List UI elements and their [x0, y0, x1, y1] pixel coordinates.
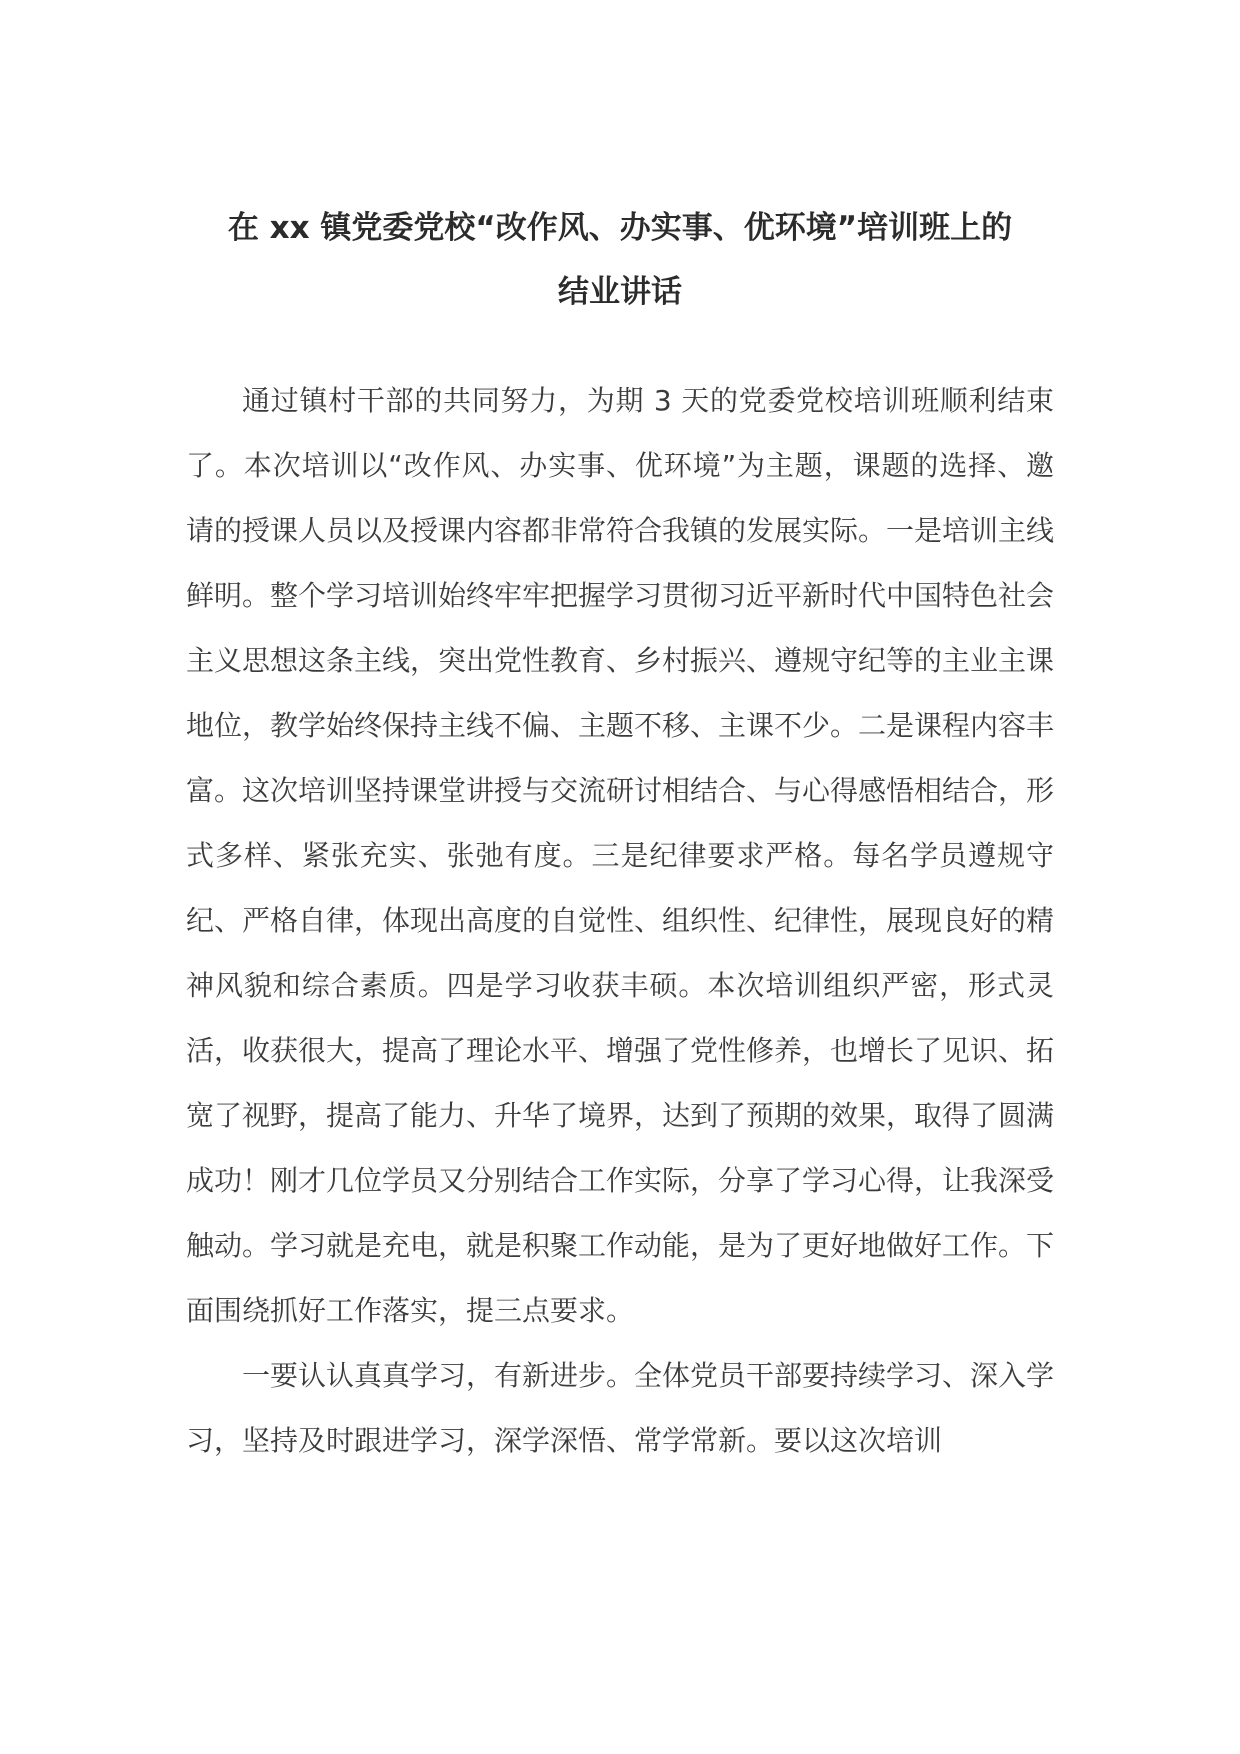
body-paragraph-1: 通过镇村干部的共同努力，为期 3 天的党委党校培训班顺利结束了。本次培训以“改作风、办实事、优环境”为主题，课题的选择、邀请的授课人员以及授课内容都非常符合我镇的发展实际。一是培训主线鲜明。整个学习培训始终牢牢把握学习贯彻习近平新时代中国特色社会主义思想这条主线，突出党性教育、乡村振兴、遵规守纪等的主业主课地位，教学始终保持主线不偏、主题不移、主课不少。二是课程内容丰富。这次培训坚持课堂讲授与交流研讨相结合、与心得感悟相结合，形式多样、紧张充实、张弛有度。三是纪律要求严格。每名学员遵规守纪、严格自律，体现出高度的自觉性、组织性、纪律性，展现良好的精神风貌和综合素质。四是学习收获丰硕。本次培训组织严密，形式灵活，收获很大，提高了理论水平、增强了党性修养，也增长了见识、拓宽了视野，提高了能力、升华了境界，达到了预期的效果，取得了圆满成功！刚才几位学员又分别结合工作实际，分享了学习心得，让我深受触动。学习就是充电，就是积聚工作动能，是为了更好地做好工作。下面围绕抓好工作落实，提三点要求。	[186, 384, 1055, 1327]
document-title	[160, 196, 1080, 324]
body-paragraph-2: 一要认认真真学习，有新进步。全体党员干部要持续学习、深入学习，坚持及时跟进学习，深学深悟、常学常新。要以这次培训	[186, 1359, 1055, 1457]
title-line-1: 在 xx 镇党委党校“改作风、办实事、优环境”培训班上的	[227, 210, 1013, 246]
title-line-2: 结业讲话	[558, 274, 682, 310]
document-body	[186, 368, 1054, 1473]
